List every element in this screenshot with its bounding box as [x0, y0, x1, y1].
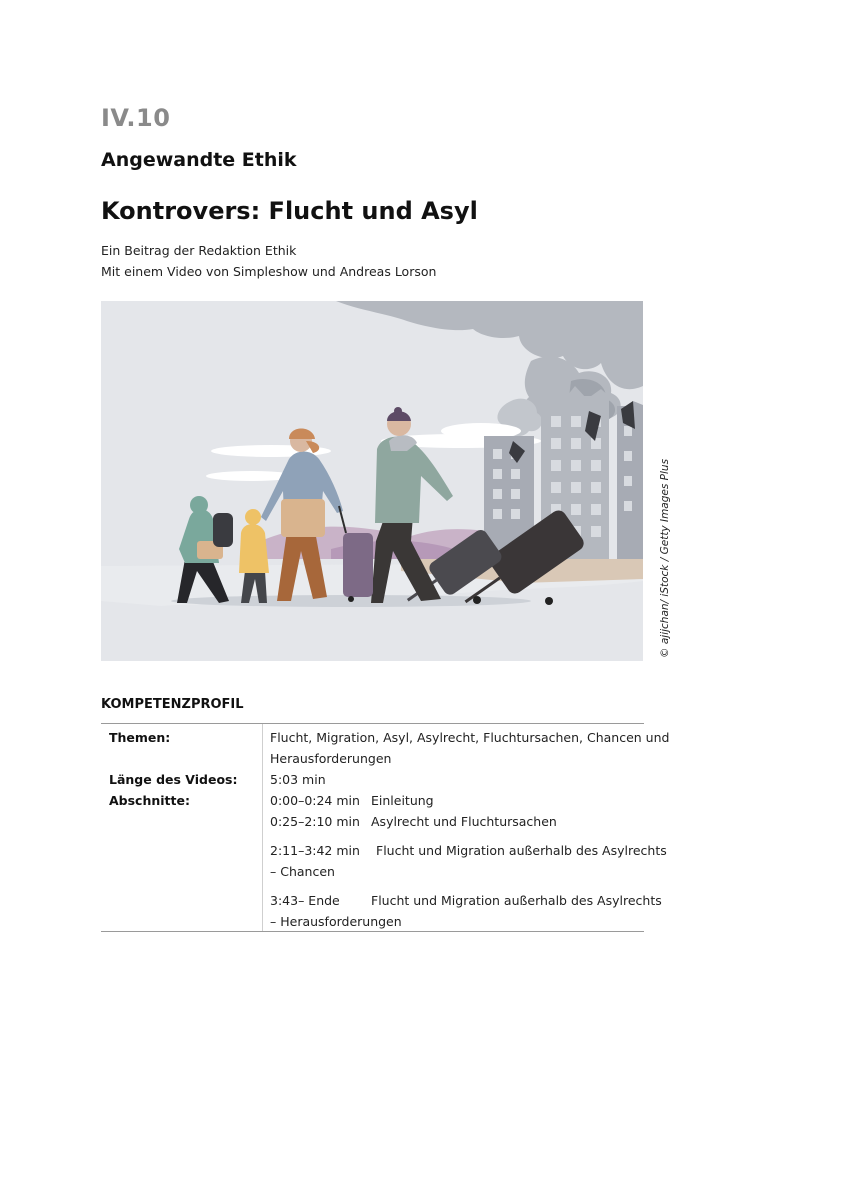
competence-profile-heading: KOMPETENZPROFIL	[101, 697, 244, 712]
section-time: 0:25–2:10 min	[270, 814, 360, 829]
section-title-continued: – Herausforderungen	[270, 914, 402, 929]
section-time: 2:11–3:42 min	[270, 843, 360, 858]
section-heading: Angewandte Ethik	[101, 149, 297, 171]
table-divider	[262, 724, 263, 931]
section-time: 3:43– Ende	[270, 893, 340, 908]
sections-label: Abschnitte:	[109, 793, 190, 808]
refugee-family-illustration	[101, 301, 643, 661]
themes-value-line1: Flucht, Migration, Asyl, Asylrecht, Fluchtursachen, Chancen und	[270, 730, 670, 745]
section-title: Asylrecht und Fluchtursachen	[371, 814, 557, 829]
section-title: Einleitung	[371, 793, 434, 808]
section-time: 0:00–0:24 min	[270, 793, 360, 808]
byline-video: Mit einem Video von Simpleshow und Andreas Lorson	[101, 264, 437, 279]
video-length-label: Länge des Videos:	[109, 772, 238, 787]
image-credit-text: © ajijchan/ iStock / Getty Images Plus	[659, 458, 671, 658]
themes-value-line2: Herausforderungen	[270, 751, 392, 766]
section-title: Flucht und Migration außerhalb des Asylrechts	[376, 843, 667, 858]
section-title: Flucht und Migration außerhalb des Asylrechts	[371, 893, 662, 908]
themes-label: Themen:	[109, 730, 171, 745]
competence-profile-table	[101, 723, 670, 932]
video-length-value: 5:03 min	[270, 772, 326, 787]
byline-editor: Ein Beitrag der Redaktion Ethik	[101, 243, 297, 258]
image-credit	[659, 458, 675, 658]
chapter-number: IV.10	[101, 104, 171, 132]
section-title-continued: – Chancen	[270, 864, 335, 879]
page-title: Kontrovers: Flucht und Asyl	[101, 197, 478, 225]
